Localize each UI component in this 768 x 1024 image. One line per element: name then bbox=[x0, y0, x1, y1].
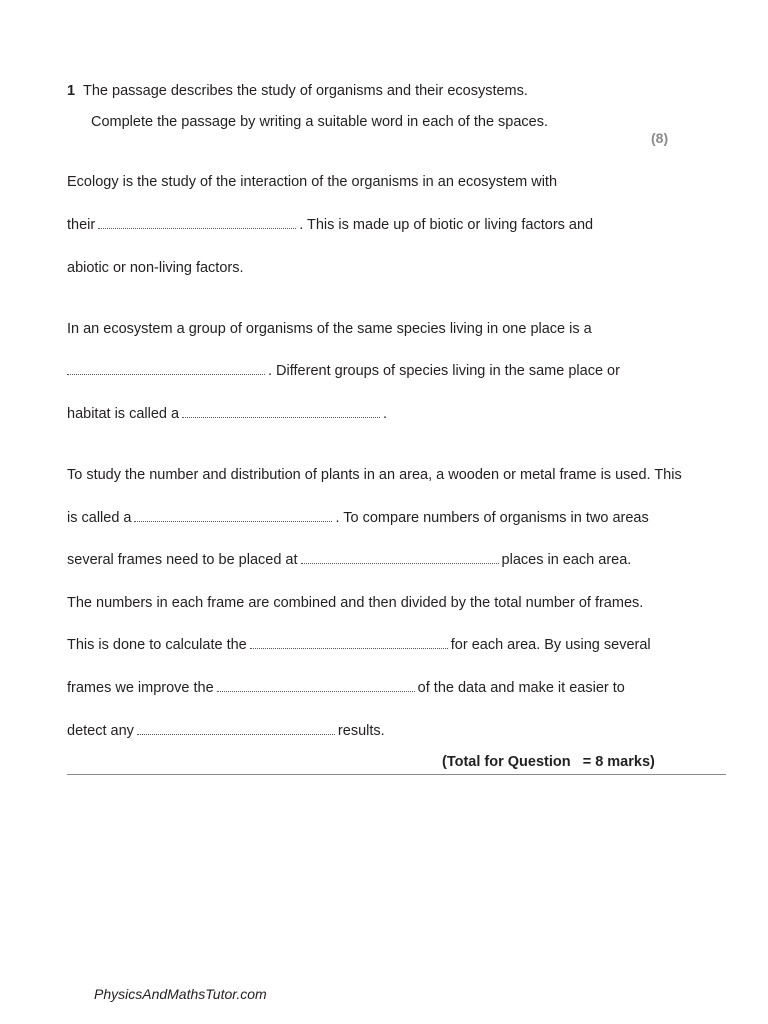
passage-text: is called a bbox=[67, 510, 132, 526]
question-number: 1 bbox=[67, 83, 76, 99]
passage-line bbox=[67, 509, 649, 527]
passage-text: results. bbox=[337, 723, 385, 739]
passage-text: frames we improve the bbox=[67, 680, 214, 696]
passage-line: Ecology is the study of the interaction of the organisms in an ecosystem with bbox=[67, 174, 558, 190]
answer-blank-3[interactable] bbox=[182, 405, 380, 418]
passage-text: for each area. By using several bbox=[450, 637, 651, 653]
passage-text: habitat is called a bbox=[67, 406, 180, 422]
answer-blank-4[interactable] bbox=[134, 509, 332, 522]
answer-blank-7[interactable] bbox=[217, 679, 415, 692]
footer-source: PhysicsAndMathsTutor.com bbox=[94, 986, 267, 1002]
answer-blank-8[interactable] bbox=[137, 722, 335, 735]
passage-line: The numbers in each frame are combined and then divided by the total number of frames. bbox=[67, 595, 644, 611]
passage-text: . Different groups of species living in the same place or bbox=[268, 363, 620, 379]
passage-text: their bbox=[67, 217, 96, 233]
passage-line: In an ecosystem a group of organisms of the same species living in one place is a bbox=[67, 321, 592, 337]
passage-line bbox=[67, 216, 593, 234]
passage-text: . To compare numbers of organisms in two areas bbox=[335, 510, 649, 526]
passage-text: places in each area. bbox=[501, 552, 632, 568]
passage-text: . bbox=[383, 406, 388, 422]
passage-text: several frames need to be placed at bbox=[67, 552, 298, 568]
passage-line bbox=[67, 679, 625, 697]
question-intro bbox=[67, 82, 528, 100]
answer-blank-6[interactable] bbox=[250, 636, 448, 649]
passage-text: of the data and make it easier to bbox=[417, 680, 625, 696]
passage-line: abiotic or non-living factors. bbox=[67, 260, 244, 276]
passage-line bbox=[67, 636, 651, 654]
divider bbox=[67, 774, 726, 775]
answer-blank-2[interactable] bbox=[67, 362, 265, 375]
passage-text: . This is made up of biotic or living factors and bbox=[299, 217, 594, 233]
question-intro-text: The passage describes the study of organisms and their ecosystems. bbox=[83, 83, 528, 99]
question-instruction: Complete the passage by writing a suitable word in each of the spaces. bbox=[91, 114, 549, 130]
answer-blank-1[interactable] bbox=[98, 216, 296, 229]
passage-text: This is done to calculate the bbox=[67, 637, 247, 653]
marks-indicator: (8) bbox=[651, 130, 669, 146]
passage-line bbox=[67, 405, 387, 423]
total-marks: (Total for Question = 8 marks) bbox=[442, 754, 655, 770]
answer-blank-5[interactable] bbox=[301, 551, 499, 564]
passage-line bbox=[67, 722, 385, 740]
passage-text: detect any bbox=[67, 723, 134, 739]
passage-line bbox=[67, 362, 620, 380]
passage-line: To study the number and distribution of plants in an area, a wooden or metal frame is used. This bbox=[67, 467, 682, 483]
passage-line bbox=[67, 551, 631, 569]
